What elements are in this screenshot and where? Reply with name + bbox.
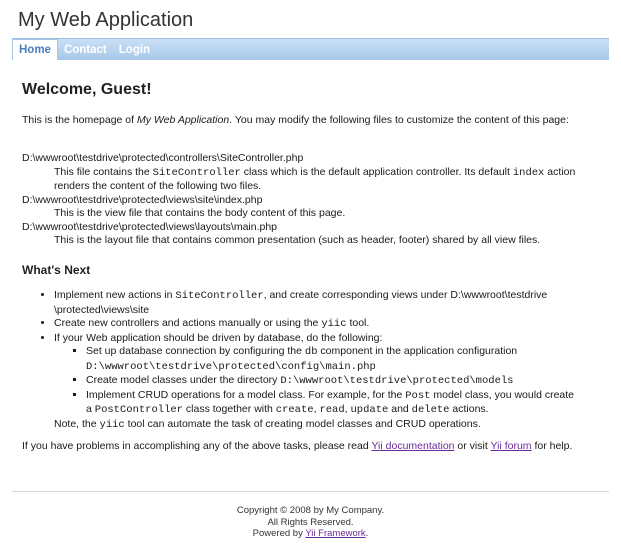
item-text: component in the application configuration — [317, 345, 518, 357]
list-item — [54, 289, 582, 317]
footer-divider — [12, 491, 609, 492]
file-description: This is the view file that contains the body content of this page. — [54, 207, 346, 219]
item-code: create — [275, 404, 314, 416]
list-item — [86, 389, 582, 418]
app-title: My Web Application — [18, 9, 194, 31]
footer-powered — [0, 528, 621, 540]
list-item — [86, 345, 582, 374]
list-item — [54, 332, 582, 418]
item-text: Implement new actions in — [54, 289, 176, 301]
item-text: tool. — [346, 317, 370, 329]
header — [0, 0, 621, 36]
task-note — [22, 418, 582, 433]
item-code: PostController — [94, 404, 183, 416]
note-text: Note, the — [54, 417, 100, 430]
help-text — [22, 440, 582, 454]
item-text: Create model classes under the directory — [86, 374, 281, 386]
powered-pre: Powered by — [252, 528, 306, 539]
note-text: tool can automate the task of creating model classes and CRUD operations. — [124, 417, 481, 430]
section-title: What's Next — [22, 263, 91, 277]
item-code: D:\wwwroot\testdrive\protected\models — [280, 375, 514, 387]
item-text: If your Web application should be driven by database, do the following: — [54, 331, 383, 344]
page-title: Welcome, Guest! — [22, 81, 152, 98]
intro-post: . You may modify the following files to customize the content of this page: — [229, 114, 569, 126]
file-path: D:\wwwroot\testdrive\protected\controllers\SiteController.php — [22, 152, 304, 164]
item-text: Implement CRUD operations for a model class. For example, for the — [86, 388, 406, 401]
item-text: actions. — [449, 403, 489, 415]
yii-framework-link[interactable]: Yii Framework — [305, 528, 366, 539]
yii-documentation-link[interactable]: Yii documentation — [371, 440, 455, 452]
menu-item-login[interactable]: Login — [118, 44, 151, 56]
intro-pre: This is the homepage of — [22, 114, 137, 126]
item-code: update — [350, 404, 389, 416]
item-code: Post — [405, 389, 431, 402]
item-code: db — [304, 346, 318, 358]
item-text: , — [344, 403, 351, 415]
item-code: D:\wwwroot\testdrive\protected\config\main.php — [86, 360, 376, 373]
item-code: SiteController — [175, 290, 264, 302]
note-code: yiic — [99, 418, 125, 431]
desc-text: action renders the content of the following two files. — [54, 165, 576, 192]
menu-item-home[interactable]: Home — [12, 39, 58, 60]
list-item — [54, 317, 582, 332]
footer-rights: All Rights Reserved. — [267, 516, 354, 528]
yii-forum-link[interactable]: Yii forum — [490, 440, 532, 452]
item-text: Set up database connection by configuring the — [86, 345, 305, 357]
file-list — [22, 152, 582, 248]
item-text: class together with — [182, 403, 276, 415]
help-post: for help. — [531, 440, 573, 452]
menu-item-contact[interactable]: Contact — [63, 44, 107, 56]
footer — [0, 505, 621, 540]
desc-text: class which is the default application controller. Its default — [240, 165, 513, 178]
desc-text: This file contains the — [54, 165, 153, 178]
main-menu — [12, 38, 609, 60]
item-code: read — [319, 404, 345, 416]
file-path: D:\wwwroot\testdrive\protected\views\site\index.php — [22, 193, 263, 206]
item-text: model class, you would create a — [86, 388, 575, 415]
item-text: Create new controllers and actions manually or using the — [54, 317, 322, 329]
file-description — [54, 166, 582, 194]
help-pre: If you have problems in accomplishing any of the above tasks, please read — [22, 440, 372, 452]
help-mid: or visit — [454, 440, 491, 452]
desc-code: index — [512, 166, 545, 179]
item-text: , — [313, 403, 320, 415]
task-list — [22, 289, 582, 432]
item-text: and — [388, 403, 412, 415]
file-description: This is the layout file that contains common presentation (such as header, footer) shared by all view files. — [54, 234, 541, 246]
desc-code: SiteController — [152, 166, 241, 179]
list-item — [86, 374, 582, 389]
item-text: , and create corresponding views under D:\wwwroot\testdrive \protected\views\site — [54, 289, 548, 316]
intro-app-name: My Web Application — [136, 114, 230, 126]
item-code: yiic — [321, 318, 347, 330]
powered-post: . — [365, 528, 369, 539]
file-path: D:\wwwroot\testdrive\protected\views\layouts\main.php — [22, 220, 278, 233]
item-code: delete — [411, 404, 450, 416]
intro-text — [22, 114, 577, 128]
footer-copyright: Copyright © 2008 by My Company. — [236, 505, 385, 516]
